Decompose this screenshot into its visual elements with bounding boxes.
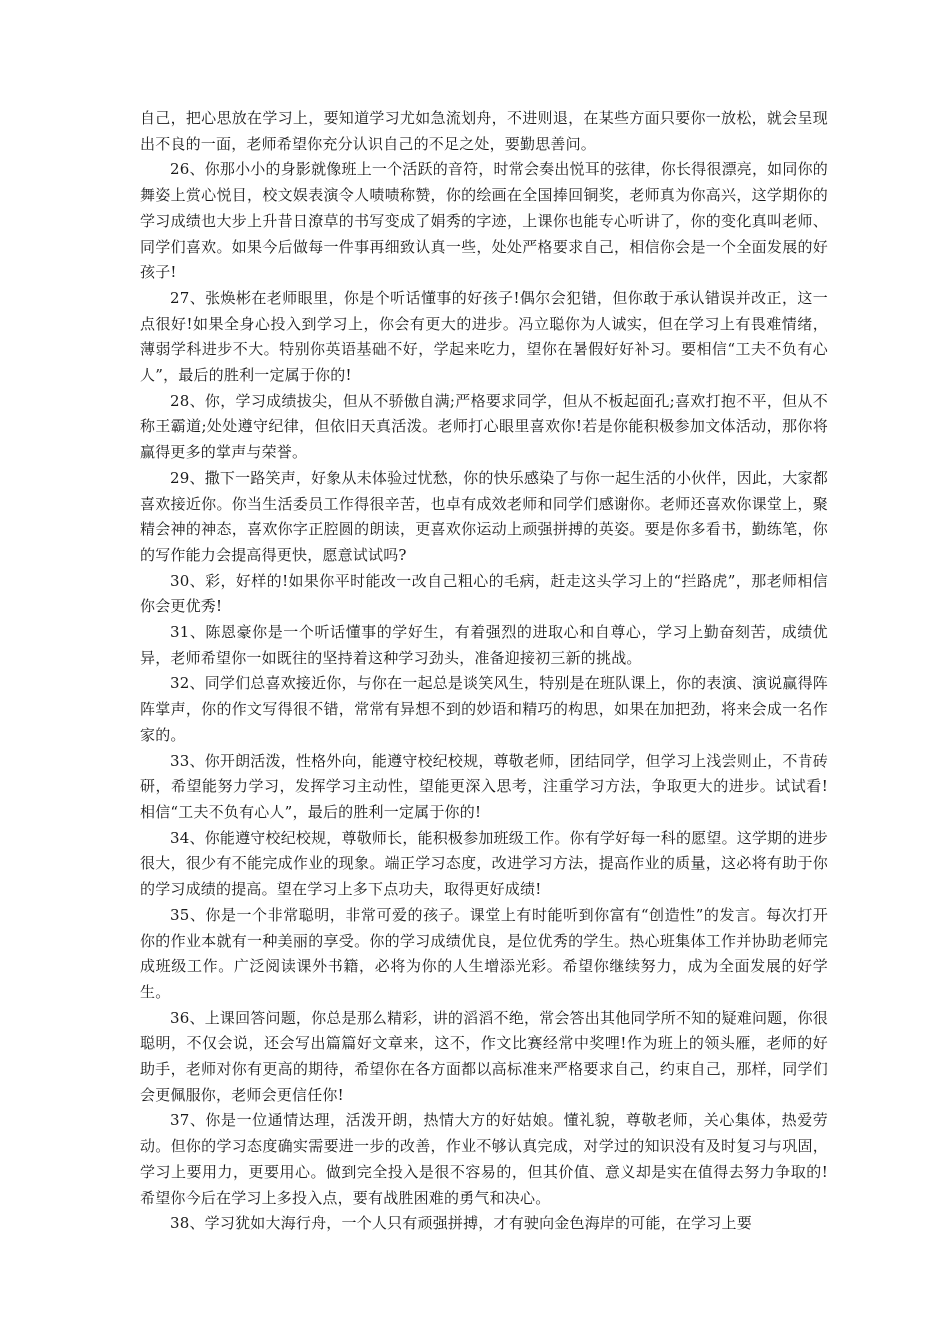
document-body — [140, 106, 828, 1237]
paragraph-38: 38、学习犹如大海行舟，一个人只有顽强拼搏，才有驶向金色海岸的可能，在学习上要 — [170, 1214, 752, 1233]
paragraph-35: 35、你是一个非常聪明，非常可爱的孩子。课堂上有时能听到你富有“创造性”的发言。每次打开你的作业本就有一种美丽的享受。你的学习成绩优良，是位优秀的学生。热心班集体工作并协助老师完成班级工作。广泛阅读课外书籍，必将为你的人生增添光彩。希望你继续努力，成为全面发展的好学生。 — [140, 905, 828, 1001]
paragraph-30: 30、彩，好样的!如果你平时能改一改自己粗心的毛病，赶走这头学习上的“拦路虎”，那老师相信你会更优秀! — [140, 571, 828, 616]
paragraph-continued: 自己，把心思放在学习上，要知道学习尤如急流划舟，不进则退，在某些方面只要你一放松，就会呈现出不良的一面，老师希望你充分认识自己的不足之处，要勤思善问。 — [140, 109, 828, 153]
paragraph-29: 29、撒下一路笑声，好象从未体验过忧愁，你的快乐感染了与你一起生活的小伙伴，因此，大家都喜欢接近你。你当生活委员工作得很辛苦，也卓有成效老师和同学们感谢你。老师还喜欢你课堂上，聚精会神的神态，喜欢你字正腔圆的朗读，更喜欢你运动上顽强拼搏的英姿。要是你多看书，勤练笔，你的写作能力会提高得更快，愿意试试吗? — [140, 468, 828, 564]
paragraph-33: 33、你开朗活泼，性格外向，能遵守校纪校规，尊敬老师，团结同学，但学习上浅尝则止，不肯砖研，希望能努力学习，发挥学习主动性，望能更深入思考，注重学习方法，争取更大的进步。试试看!相信“工夫不负有心人”，最后的胜利一定属于你的! — [140, 751, 828, 821]
paragraph-37: 37、你是一位通情达理，活泼开朗，热情大方的好姑娘。懂礼貌，尊敬老师，关心集体，热爱劳动。但你的学习态度确实需要进一步的改善，作业不够认真完成，对学过的知识没有及时复习与巩固，学习上要用力，更要用心。做到完全投入是很不容易的，但其价值、意义却是实在值得去努力争取的!希望你今后在学习上多投入点，要有战胜困难的勇气和决心。 — [140, 1111, 828, 1207]
paragraph-32: 32、同学们总喜欢接近你，与你在一起总是谈笑风生，特别是在班队课上，你的表演、演说赢得阵阵掌声，你的作文写得很不错，常常有异想不到的妙语和精巧的构思，如果在加把劲，将来会成一名作家的。 — [140, 674, 828, 744]
paragraph-31: 31、陈恩豪你是一个听话懂事的学好生，有着强烈的进取心和自尊心，学习上勤奋刻苦，成绩优异，老师希望你一如既往的坚持着这种学习劲头，准备迎接初三新的挑战。 — [140, 623, 828, 667]
paragraph-27: 27、张焕彬在老师眼里，你是个听话懂事的好孩子!偶尔会犯错，但你敢于承认错误并改正，这一点很好!如果全身心投入到学习上，你会有更大的进步。冯立聪你为人诚实，但在学习上有畏难情绪，薄弱学科进步不大。特别你英语基础不好，学起来吃力，望你在暑假好好补习。要相信“工夫不负有心人”，最后的胜利一定属于你的! — [140, 288, 828, 385]
paragraph-26: 26、你那小小的身影就像班上一个活跃的音符，时常会奏出悦耳的弦律，你长得很漂亮，如同你的舞姿上赏心悦目，校文娱表演令人啧啧称赞，你的绘画在全国捧回铜奖，老师真为你高兴，这学期你的学习成绩也大步上升昔日潦草的书写变成了娟秀的字迹，上课你也能专心听讲了，你的变化真叫老师、同学们喜欢。如果今后做每一件事再细致认真一些，处处严格要求自己，相信你会是一个全面发展的好孩子! — [140, 160, 828, 282]
paragraph-34: 34、你能遵守校纪校规，尊敬师长，能积极参加班级工作。你有学好每一科的愿望。这学期的进步很大，很少有不能完成作业的现象。端正学习态度，改进学习方法，提高作业的质量，这必将有助于你的学习成绩的提高。望在学习上多下点功夫，取得更好成绩! — [140, 828, 828, 899]
paragraph-36: 36、上课回答问题，你总是那么精彩，讲的滔滔不绝，常会答出其他同学所不知的疑难问题，你很聪明，不仅会说，还会写出篇篇好文章来，这不，作文比赛经常中奖哩!作为班上的领头雁，老师的好助手，老师对你有更高的期待，希望你在各方面都以高标准来严格要求自己，约束自己，那样，同学们会更佩服你，老师会更信任你! — [140, 1008, 828, 1104]
paragraph-28: 28、你，学习成绩拔尖，但从不骄傲自满;严格要求同学，但从不板起面孔;喜欢打抱不平，但从不称王霸道;处处遵守纪律，但依旧天真活泼。老师打心眼里喜欢你!若是你能积极参加文体活动，那你将赢得更多的掌声与荣誉。 — [140, 391, 828, 462]
